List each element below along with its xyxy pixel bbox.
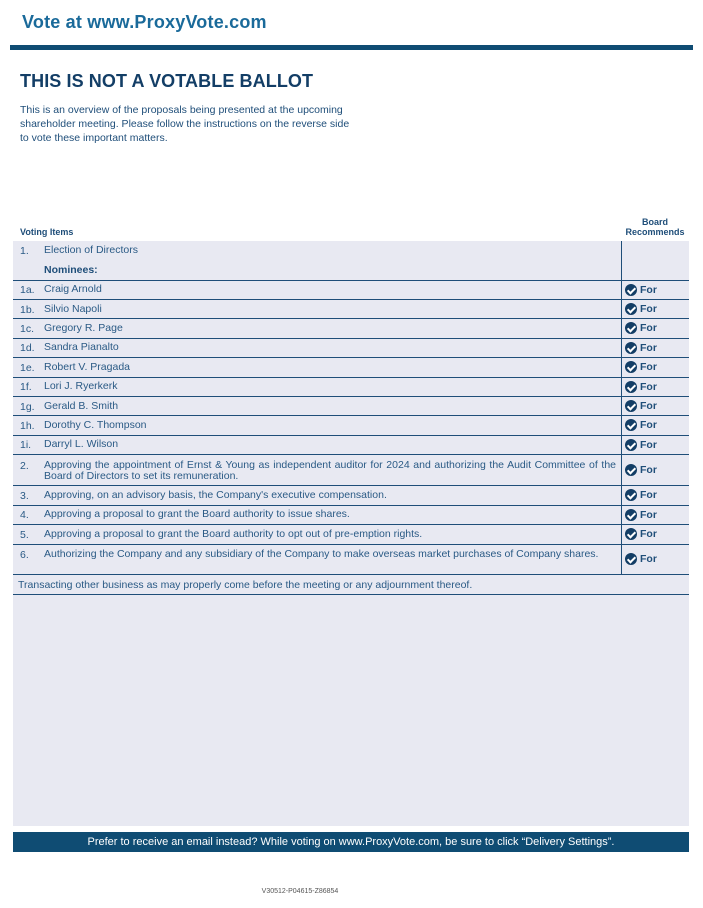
item-number: 5.: [20, 529, 29, 541]
voting-item-row: [13, 319, 689, 339]
check-circle-icon: [625, 528, 637, 540]
item-text: Robert V. Pragada: [44, 361, 131, 373]
item-number: 1d.: [20, 342, 35, 354]
check-circle-icon: [625, 464, 637, 476]
item-number: 6.: [20, 549, 29, 561]
voting-item-row: [13, 416, 689, 436]
recommendation-label: For: [640, 528, 657, 540]
document-control-code: V30512-P04615-Z86854: [261, 888, 339, 895]
board-recommendation: [625, 284, 657, 296]
board-recommendation: [625, 322, 657, 334]
board-header-line1: Board: [641, 217, 668, 227]
voting-items-header: Voting Items: [20, 227, 74, 237]
item-text: Approving, on an advisory basis, the Company's executive compensation.: [44, 489, 387, 501]
voting-item-row: [13, 397, 689, 416]
voting-item-row: [13, 378, 689, 397]
check-circle-icon: [625, 439, 637, 451]
board-recommendation: [625, 400, 657, 412]
item-text: Craig Arnold: [44, 283, 102, 295]
board-recommendation: [625, 509, 657, 521]
other-business-text: Transacting other business as may properly come before the meeting or any adjournment thereof.: [18, 579, 473, 591]
item-number: 1g.: [20, 401, 35, 413]
item-number: 1a.: [20, 284, 35, 296]
board-header-line2: Recommends: [625, 227, 685, 237]
board-recommendation: [625, 528, 657, 540]
voting-item-row: [13, 300, 689, 319]
board-recommendation: [625, 553, 657, 565]
item-number: 3.: [20, 490, 29, 502]
board-recommendation: [625, 381, 657, 393]
board-recommendation: [625, 464, 657, 476]
check-circle-icon: [625, 509, 637, 521]
proxyvote-title: Vote at www.ProxyVote.com: [22, 12, 267, 32]
voting-item-row: [13, 455, 689, 486]
nominees-label: Nominees:: [44, 264, 98, 276]
item-number: 4.: [20, 509, 29, 521]
other-business-row: [13, 575, 689, 595]
item-number: 1i.: [20, 439, 32, 451]
delivery-settings-banner: Prefer to receive an email instead? While voting on www.ProxyVote.com, be sure to click “Delivery Settings”.: [13, 832, 689, 852]
item-text: Silvio Napoli: [44, 303, 102, 315]
board-recommendation: [625, 439, 657, 451]
check-circle-icon: [625, 489, 637, 501]
page-title: THIS IS NOT A VOTABLE BALLOT: [20, 71, 314, 91]
check-circle-icon: [625, 419, 637, 431]
recommendation-label: For: [640, 303, 657, 315]
voting-item-row: [13, 506, 689, 525]
board-recommendation: [625, 489, 657, 501]
voting-item-row: [13, 525, 689, 545]
item-number: 1e.: [20, 362, 35, 374]
check-circle-icon: [625, 400, 637, 412]
item-text: Authorizing the Company and any subsidiary of the Company to make overseas market purchases of Company shares.: [44, 548, 599, 560]
check-circle-icon: [625, 284, 637, 296]
item-text: Gerald B. Smith: [44, 400, 119, 412]
voting-item-row: [13, 358, 689, 378]
check-circle-icon: [625, 322, 637, 334]
item-number: 1f.: [20, 381, 32, 393]
recommendation-label: For: [640, 361, 657, 373]
item-number: 1h.: [20, 420, 35, 432]
recommendation-label: For: [640, 439, 657, 451]
voting-item-row: [13, 281, 689, 300]
header-divider: [10, 45, 693, 50]
board-recommends-header: [621, 217, 689, 237]
recommendation-label: For: [640, 284, 657, 296]
board-recommendation: [625, 303, 657, 315]
board-recommendation: [625, 361, 657, 373]
recommendation-label: For: [640, 509, 657, 521]
nominees-label-row: [13, 261, 689, 281]
item-text: Sandra Pianalto: [44, 341, 119, 353]
item-number: 2.: [20, 460, 29, 472]
item-text: Approving a proposal to grant the Board authority to issue shares.: [44, 508, 350, 520]
item-text: Approving the appointment of Ernst & Young as independent auditor for 2024 and authorizing the Audit Committee of the Board of Directors to set its remuneration.: [44, 459, 616, 482]
check-circle-icon: [625, 342, 637, 354]
check-circle-icon: [625, 361, 637, 373]
recommendation-label: For: [640, 381, 657, 393]
recommendation-label: For: [640, 322, 657, 334]
voting-item-row: [13, 339, 689, 358]
item-text: Darryl L. Wilson: [44, 438, 119, 450]
recommendation-label: For: [640, 464, 657, 476]
voting-item-row: [13, 545, 689, 575]
check-circle-icon: [625, 303, 637, 315]
item-text: Dorothy C. Thompson: [44, 419, 147, 431]
item-number: 1.: [20, 245, 29, 257]
check-circle-icon: [625, 553, 637, 565]
item-number: 1c.: [20, 323, 35, 335]
recommendation-label: For: [640, 419, 657, 431]
recommendation-label: For: [640, 400, 657, 412]
voting-item-row: [13, 241, 689, 261]
item-text: Election of Directors: [44, 244, 138, 256]
recommendation-label: For: [640, 342, 657, 354]
recommendation-label: For: [640, 553, 657, 565]
item-number: 1b.: [20, 304, 35, 316]
item-text: Lori J. Ryerkerk: [44, 380, 118, 392]
board-recommendation: [625, 342, 657, 354]
intro-text: This is an overview of the proposals being presented at the upcoming shareholder meeting. Please follow the instructions on the reverse side to vote these important matters.: [20, 104, 350, 144]
item-text: Gregory R. Page: [44, 322, 123, 334]
voting-item-row: [13, 436, 689, 455]
item-text: Approving a proposal to grant the Board authority to opt out of pre-emption rights.: [44, 528, 423, 540]
voting-item-row: [13, 486, 689, 506]
check-circle-icon: [625, 381, 637, 393]
board-recommendation: [625, 419, 657, 431]
recommendation-label: For: [640, 489, 657, 501]
